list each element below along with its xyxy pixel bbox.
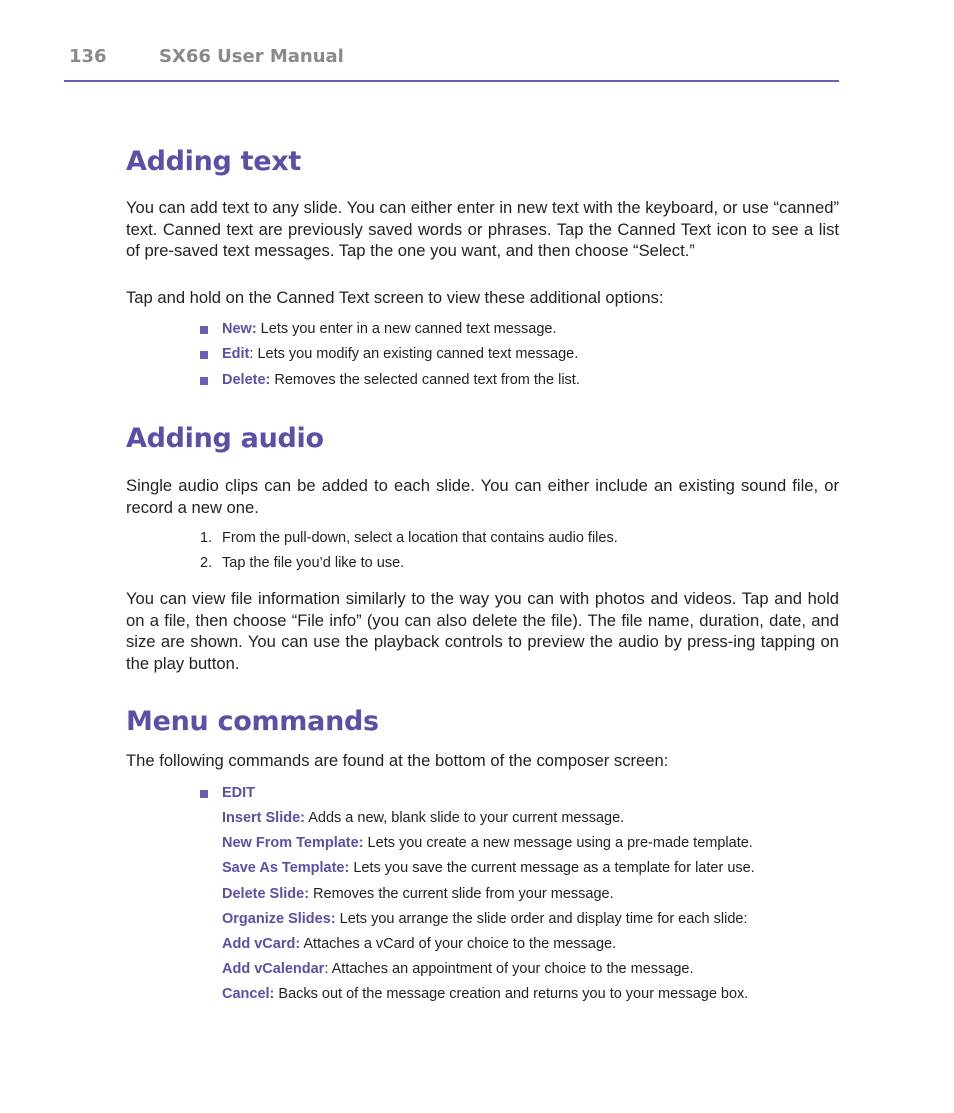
- step-text: From the pull-down, select a location that contains audio files.: [222, 530, 618, 546]
- option-term: New:: [222, 321, 257, 337]
- list-item: [222, 907, 755, 932]
- square-bullet-icon: [200, 377, 208, 385]
- paragraph-menu-commands-intro: The following commands are found at the bottom of the composer screen:: [126, 751, 669, 770]
- square-bullet-icon: [200, 351, 208, 359]
- command-term: Add vCalendar: [222, 961, 325, 978]
- edit-commands-list: [222, 806, 755, 1008]
- list-item: [222, 957, 755, 982]
- command-term: Insert Slide:: [222, 810, 305, 826]
- option-description: : Lets you modify an existing canned text message.: [249, 346, 579, 363]
- command-term: Delete Slide:: [222, 885, 310, 902]
- list-item: [222, 831, 755, 856]
- option-description: Lets you enter in a new canned text message.: [256, 321, 557, 337]
- list-item: [200, 551, 618, 576]
- command-description: Lets you create a new message using a pre-made template.: [363, 835, 753, 852]
- manual-title: SX66 User Manual: [159, 46, 344, 67]
- square-bullet-icon: [200, 326, 208, 334]
- list-item: [200, 342, 580, 367]
- list-item: [200, 368, 580, 393]
- paragraph-canned-text-options: Tap and hold on the Canned Text screen to view these additional options:: [126, 288, 664, 307]
- command-term: New From Template:: [222, 835, 364, 852]
- option-term: Delete:: [222, 371, 271, 388]
- page-header: [64, 44, 839, 82]
- command-term: Save As Template:: [222, 860, 350, 877]
- audio-steps-list: [200, 526, 618, 577]
- step-number: 2.: [200, 555, 213, 572]
- heading-menu-commands: Menu commands: [126, 706, 379, 737]
- paragraph-file-info: You can view file information similarly to the way you can with photos and videos. Tap and hold on a file, then choose “File info” (you can also delete the file). The file name, duration, date, and size are shown. You can use the playback controls to preview the audio by press-ing tapping on the play button.: [126, 589, 839, 673]
- page-number: 136: [69, 46, 107, 67]
- list-item: [200, 526, 618, 551]
- list-item: [222, 932, 755, 957]
- list-item: [200, 781, 255, 806]
- command-description: Attaches a vCard of your choice to the message.: [300, 935, 617, 952]
- command-term: Cancel:: [222, 986, 275, 1003]
- command-description: Backs out of the message creation and returns you to your message box.: [274, 986, 749, 1003]
- list-item: [200, 317, 580, 342]
- list-item: [222, 856, 755, 881]
- list-item: [222, 882, 755, 907]
- step-number: 1.: [200, 530, 213, 546]
- command-term: Add vCard:: [222, 935, 301, 952]
- command-description: Lets you save the current message as a template for later use.: [349, 860, 755, 877]
- command-term: Organize Slides:: [222, 910, 336, 927]
- menu-group-edit: EDIT: [222, 785, 256, 801]
- paragraph-adding-text-intro: You can add text to any slide. You can either enter in new text with the keyboard, or use “canned” text. Canned text are previously saved words or phrases. Tap the Canned Text icon to see a list of pre-saved text messages. Tap the one you want, and then choose “Select.”: [126, 198, 839, 260]
- option-description: Removes the selected canned text from the list.: [270, 371, 580, 388]
- paragraph-adding-audio-intro: Single audio clips can be added to each slide. You can either include an existing sound file, or record a new one.: [126, 476, 839, 517]
- option-term: Edit: [222, 346, 250, 363]
- canned-text-options-list: [200, 317, 580, 393]
- menu-group-list: [200, 781, 255, 806]
- list-item: [222, 982, 755, 1007]
- step-text: Tap the file you’d like to use.: [222, 555, 405, 572]
- square-bullet-icon: [200, 790, 208, 798]
- heading-adding-text: Adding text: [126, 146, 301, 177]
- heading-adding-audio: Adding audio: [126, 423, 324, 454]
- command-description: Lets you arrange the slide order and display time for each slide:: [335, 910, 748, 927]
- list-item: [222, 806, 755, 831]
- command-description: : Attaches an appointment of your choice to the message.: [324, 961, 694, 978]
- command-description: Adds a new, blank slide to your current message.: [305, 810, 625, 826]
- command-description: Removes the current slide from your message.: [309, 885, 614, 902]
